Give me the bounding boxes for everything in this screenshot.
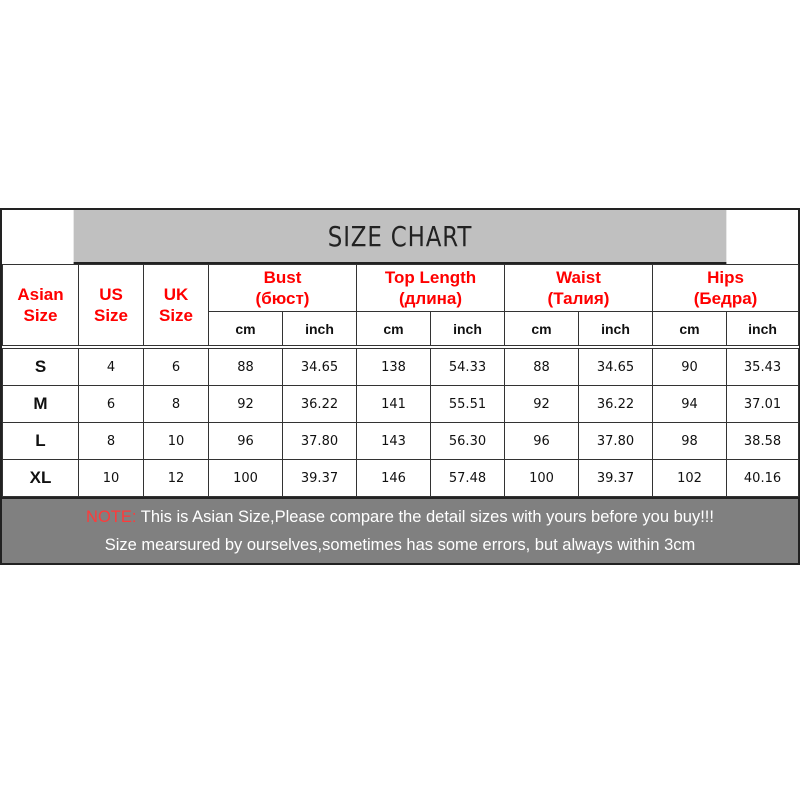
unit-inch: inch [283,312,357,346]
unit-cm: cm [505,312,579,346]
header-uk-size: UK Size [144,265,209,346]
uk-size-cell: 8 [144,386,209,423]
header-bust: Bust (бюст) [209,265,357,312]
note-line-2: Size mearsured by ourselves,sometimes has some errors, but always within 3cm [104,536,696,554]
hips-cm-cell: 98 [653,423,727,460]
unit-inch: inch [431,312,505,346]
us-size-cell: 4 [79,349,144,386]
asian-size-cell: S [3,349,79,386]
table-row [3,423,799,460]
note-banner [2,497,798,563]
bust-inch-cell: 34.65 [283,349,357,386]
length-cm-cell: 146 [357,460,431,497]
asian-size-cell: L [3,423,79,460]
waist-cm-cell: 92 [505,386,579,423]
waist-inch-cell: 39.37 [579,460,653,497]
us-size-cell: 6 [79,386,144,423]
hips-cm-cell: 90 [653,349,727,386]
note-line-1 [86,503,714,531]
uk-size-cell: 12 [144,460,209,497]
us-size-cell: 10 [79,460,144,497]
hips-inch-cell: 38.58 [727,423,799,460]
unit-inch: inch [579,312,653,346]
waist-cm-cell: 96 [505,423,579,460]
header-top-length: Top Length (длина) [357,265,505,312]
size-chart [0,208,800,565]
length-inch-cell: 56.30 [431,423,505,460]
waist-inch-cell: 36.22 [579,386,653,423]
size-table [2,264,799,497]
length-inch-cell: 54.33 [431,349,505,386]
waist-cm-cell: 88 [505,349,579,386]
uk-size-cell: 10 [144,423,209,460]
header-hips: Hips (Бедра) [653,265,799,312]
hips-inch-cell: 35.43 [727,349,799,386]
header-asian-size: Asian Size [3,265,79,346]
unit-inch: inch [727,312,799,346]
asian-size-cell: M [3,386,79,423]
bust-cm-cell: 96 [209,423,283,460]
note-label: NOTE: [86,508,137,526]
hips-inch-cell: 40.16 [727,460,799,497]
unit-cm: cm [653,312,727,346]
length-cm-cell: 143 [357,423,431,460]
unit-cm: cm [357,312,431,346]
length-cm-cell: 138 [357,349,431,386]
waist-cm-cell: 100 [505,460,579,497]
header-us-size: US Size [79,265,144,346]
uk-size-cell: 6 [144,349,209,386]
note-text: This is Asian Size,Please compare the detail sizes with yours before you buy!!! [136,508,714,526]
table-row [3,460,799,497]
asian-size-cell: XL [3,460,79,497]
bust-cm-cell: 88 [209,349,283,386]
waist-inch-cell: 34.65 [579,349,653,386]
bust-inch-cell: 37.80 [283,423,357,460]
length-inch-cell: 55.51 [431,386,505,423]
us-size-cell: 8 [79,423,144,460]
unit-cm: cm [209,312,283,346]
bust-inch-cell: 39.37 [283,460,357,497]
length-cm-cell: 141 [357,386,431,423]
chart-title: SIZE CHART [74,210,727,264]
bust-cm-cell: 100 [209,460,283,497]
bust-cm-cell: 92 [209,386,283,423]
header-waist: Waist (Талия) [505,265,653,312]
table-row [3,349,799,386]
table-row [3,386,799,423]
bust-inch-cell: 36.22 [283,386,357,423]
hips-cm-cell: 94 [653,386,727,423]
hips-inch-cell: 37.01 [727,386,799,423]
length-inch-cell: 57.48 [431,460,505,497]
waist-inch-cell: 37.80 [579,423,653,460]
hips-cm-cell: 102 [653,460,727,497]
